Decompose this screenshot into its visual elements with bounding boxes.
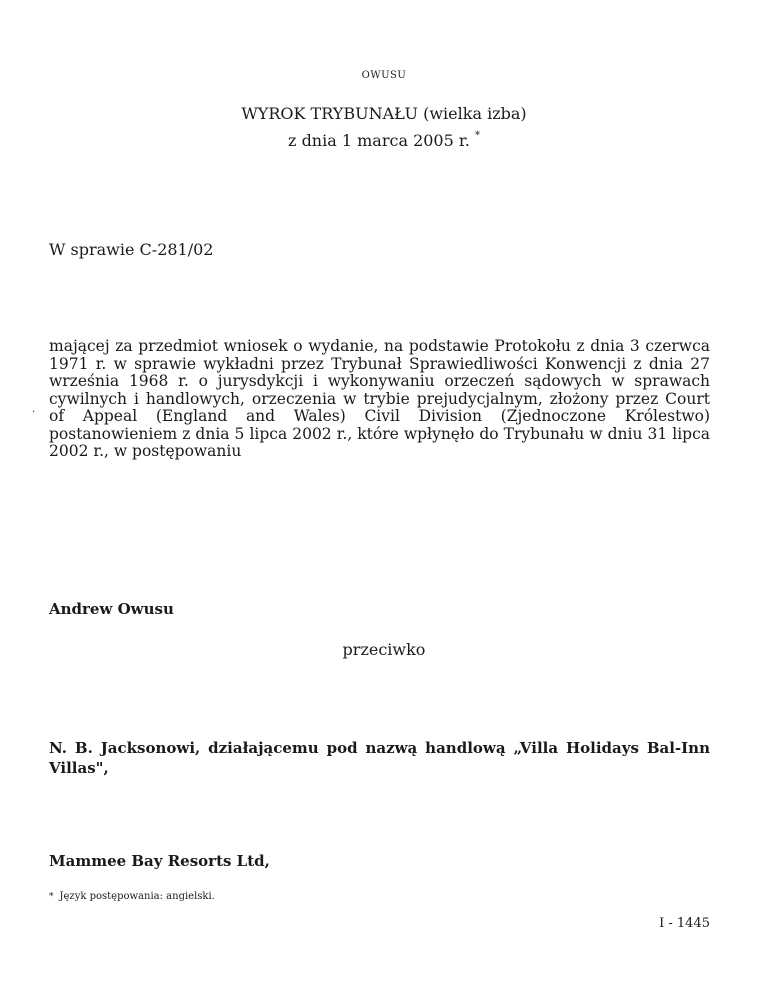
footnote-reference: * bbox=[474, 129, 480, 141]
procedure-paragraph: mającej za przedmiot wniosek o wydanie, na podstawie Protokołu z dnia 3 czerwca 1971 r. w sprawie wykładni przez Trybunał Sprawiedliwości Konwencji z dnia 27 września 1968 r. o jurysdykcji i wykonywaniu orzeczeń sądowych w sprawach cywilnych i handlowych, orzeczenia w trybie prejudycjalnym, złożony przez Court of Appeal (England and Wales) Civil Division (Zjednoczone Królestwo) postanowieniem z dnia 5 lipca 2002 r., które wpłynęło do Trybunału w dniu 31 lipca 2002 r., w postępowaniu bbox=[49, 337, 710, 460]
judgment-date-line bbox=[0, 131, 768, 150]
running-header: OWUSU bbox=[361, 70, 407, 81]
footnote bbox=[49, 891, 215, 902]
case-number: W sprawie C-281/02 bbox=[49, 240, 214, 259]
defendant-2: Mammee Bay Resorts Ltd, bbox=[49, 852, 270, 870]
versus-label: przeciwko bbox=[342, 640, 426, 659]
page-number: I - 1445 bbox=[659, 916, 710, 931]
footnote-text: Język postępowania: angielski. bbox=[59, 891, 215, 902]
defendant-1: N. B. Jacksonowi, działającemu pod nazwą handlową „Villa Holidays Bal-Inn Villas", bbox=[49, 739, 710, 777]
footnote-marker: * bbox=[49, 892, 54, 902]
claimant-name: Andrew Owusu bbox=[49, 600, 174, 618]
judgment-title: WYROK TRYBUNAŁU (wielka izba) bbox=[241, 104, 527, 123]
margin-mark: · bbox=[32, 407, 36, 418]
judgment-date: z dnia 1 marca 2005 r. bbox=[288, 131, 470, 150]
